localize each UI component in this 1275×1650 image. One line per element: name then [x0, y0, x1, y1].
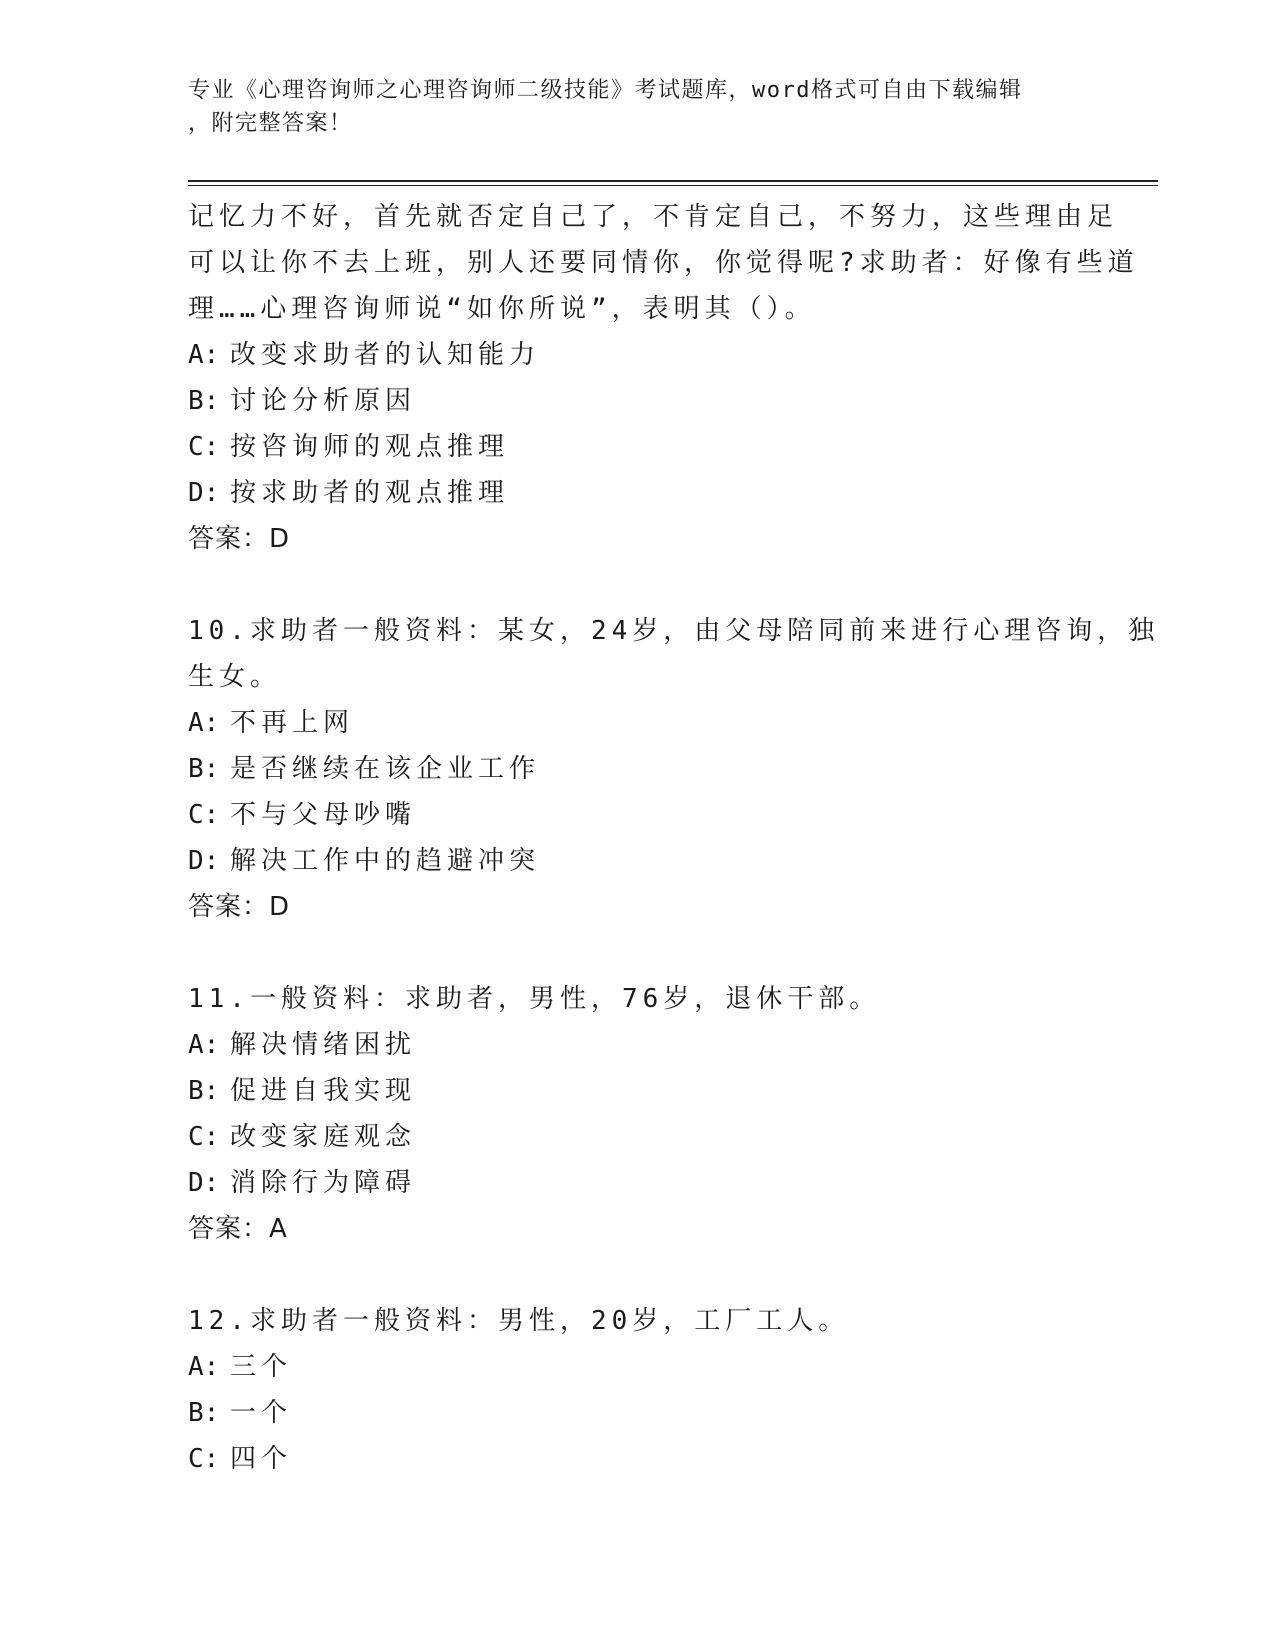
option-text: 三个	[230, 1352, 293, 1382]
option-key: B:	[188, 754, 220, 784]
question-stem-line: 生女。	[188, 662, 282, 692]
header-divider-thick	[188, 180, 1158, 182]
option-key: C:	[188, 432, 220, 462]
option-a	[188, 700, 1088, 746]
question-stem-line: 12.求助者一般资料：男性，20岁，工厂工人。	[188, 1306, 850, 1336]
option-text: 四个	[230, 1444, 293, 1474]
option-text: 不再上网	[230, 708, 355, 738]
option-text: 解决工作中的趋避冲突	[230, 846, 541, 876]
header-line-1: 专业《心理咨询师之心理咨询师二级技能》考试题库，word格式可自由下载编辑	[188, 78, 1023, 103]
option-a	[188, 1344, 1088, 1390]
question-stem-line: 10.求助者一般资料：某女，24岁，由父母陪同前来进行心理咨询，独	[188, 616, 1160, 646]
option-key: C:	[188, 1122, 220, 1152]
option-c	[188, 1114, 1088, 1160]
option-key: A:	[188, 1352, 220, 1382]
option-text: 讨论分析原因	[230, 386, 417, 416]
option-text: 一个	[230, 1398, 293, 1428]
option-key: C:	[188, 1444, 220, 1474]
option-key: B:	[188, 1398, 220, 1428]
option-text: 解决情绪困扰	[230, 1030, 417, 1060]
option-key: B:	[188, 1076, 220, 1106]
header-line-2: ，附完整答案！	[188, 111, 353, 136]
option-text: 改变求助者的认知能力	[230, 340, 541, 370]
option-a	[188, 1022, 1088, 1068]
option-b	[188, 378, 1088, 424]
option-key: C:	[188, 800, 220, 830]
question-stem-line: 11.一般资料：求助者，男性，76岁，退休干部。	[188, 984, 881, 1014]
document-header	[188, 74, 1088, 140]
question-stem-line: 可以让你不去上班，别人还要同情你，你觉得呢?求助者：好像有些道	[188, 248, 1139, 278]
option-b	[188, 1390, 1088, 1436]
question-12	[188, 1298, 1088, 1482]
option-text: 促进自我实现	[230, 1076, 417, 1106]
option-key: A:	[188, 1030, 220, 1060]
option-text: 按咨询师的观点推理	[230, 432, 510, 462]
spacer	[188, 930, 1088, 976]
option-d	[188, 838, 1088, 884]
option-key: A:	[188, 708, 220, 738]
question-stem-line: 理……心理咨询师说“如你所说”，表明其（）。	[188, 294, 816, 324]
option-c	[188, 424, 1088, 470]
question-list	[188, 194, 1160, 1482]
option-c	[188, 792, 1088, 838]
option-c	[188, 1436, 1088, 1482]
option-d	[188, 1160, 1088, 1206]
option-d	[188, 470, 1088, 516]
option-key: D:	[188, 478, 220, 508]
option-text: 按求助者的观点推理	[230, 478, 510, 508]
answer-line: 答案：A	[188, 1214, 288, 1244]
question-stem-line: 记忆力不好，首先就否定自己了，不肯定自己，不努力，这些理由足	[188, 202, 1119, 232]
option-key: D:	[188, 1168, 220, 1198]
question-11	[188, 976, 1088, 1252]
option-key: B:	[188, 386, 220, 416]
spacer	[188, 562, 1088, 608]
answer-line: 答案：D	[188, 892, 291, 922]
spacer	[188, 1252, 1088, 1298]
option-key: D:	[188, 846, 220, 876]
option-b	[188, 1068, 1088, 1114]
answer-line: 答案：D	[188, 524, 291, 554]
option-a	[188, 332, 1088, 378]
option-text: 不与父母吵嘴	[230, 800, 417, 830]
option-key: A:	[188, 340, 220, 370]
question-10	[188, 608, 1160, 930]
question-9-continuation	[188, 194, 1139, 562]
option-b	[188, 746, 1088, 792]
header-divider-thin	[188, 185, 1158, 186]
option-text: 是否继续在该企业工作	[230, 754, 541, 784]
option-text: 改变家庭观念	[230, 1122, 417, 1152]
option-text: 消除行为障碍	[230, 1168, 417, 1198]
